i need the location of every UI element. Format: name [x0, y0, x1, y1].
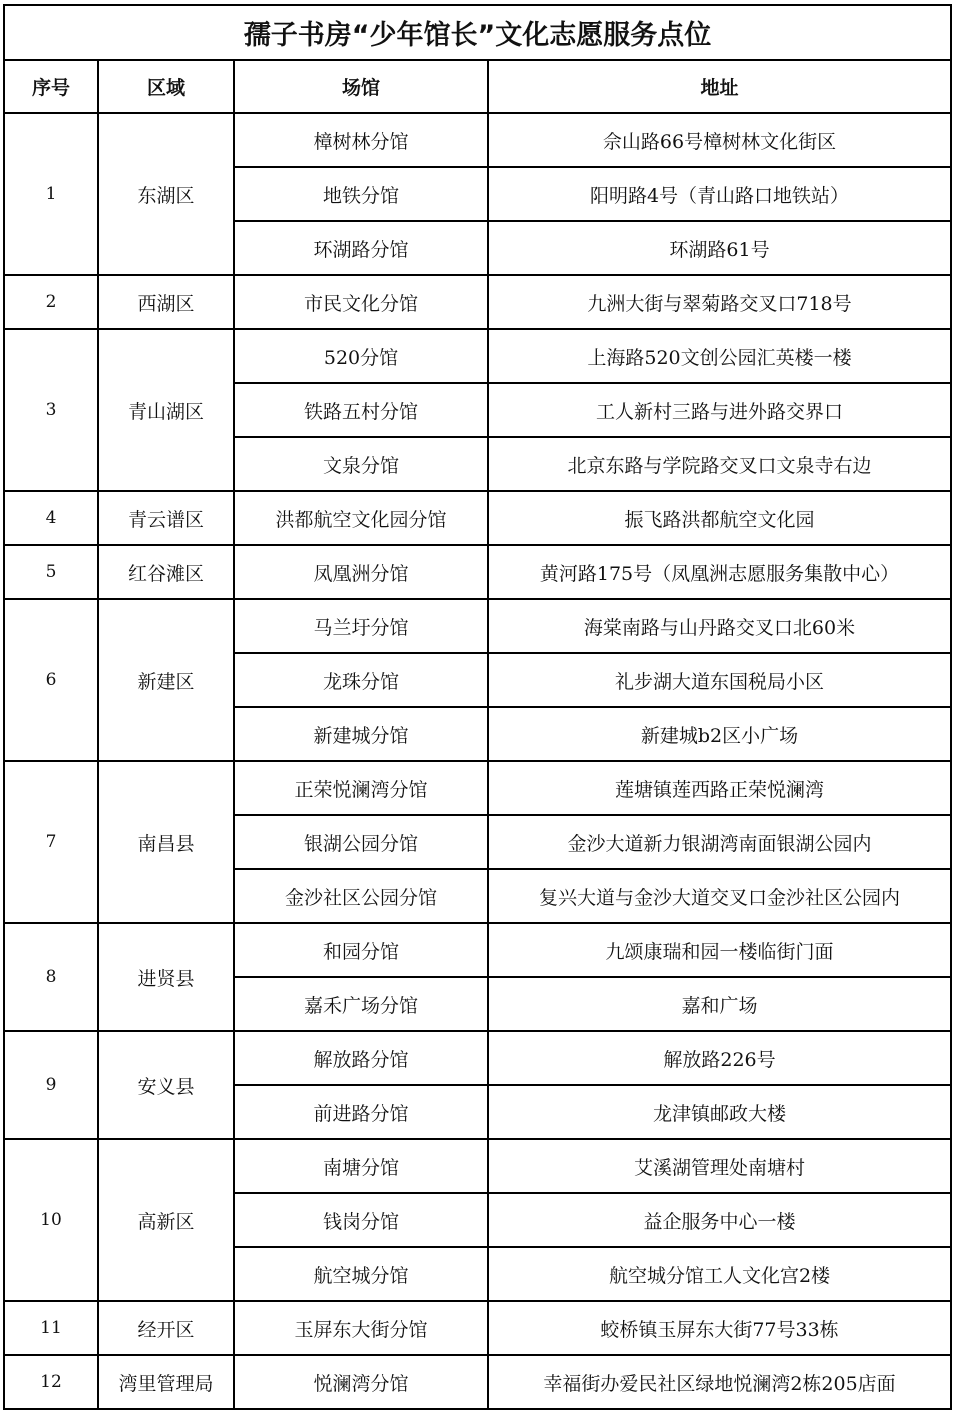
table-row: [4, 329, 951, 383]
cell-venue: 新建城分馆: [234, 707, 488, 761]
cell-area: 青山湖区: [98, 329, 234, 491]
cell-venue: 520分馆: [234, 329, 488, 383]
cell-venue: 凤凰洲分馆: [234, 545, 488, 599]
cell-address: 金沙大道新力银湖湾南面银湖公园内: [488, 815, 951, 869]
cell-area: 东湖区: [98, 113, 234, 275]
cell-address: 礼步湖大道东国税局小区: [488, 653, 951, 707]
cell-area: 经开区: [98, 1301, 234, 1355]
cell-address: 北京东路与学院路交叉口文泉寺右边: [488, 437, 951, 491]
cell-serial-number: 12: [4, 1355, 98, 1409]
cell-venue: 玉屏东大街分馆: [234, 1301, 488, 1355]
cell-area: 新建区: [98, 599, 234, 761]
cell-area: 西湖区: [98, 275, 234, 329]
cell-venue: 马兰圩分馆: [234, 599, 488, 653]
cell-venue: 南塘分馆: [234, 1139, 488, 1193]
cell-address: 九颂康瑞和园一楼临街门面: [488, 923, 951, 977]
cell-venue: 正荣悦澜湾分馆: [234, 761, 488, 815]
cell-address: 莲塘镇莲西路正荣悦澜湾: [488, 761, 951, 815]
cell-venue: 悦澜湾分馆: [234, 1355, 488, 1409]
cell-area: 湾里管理局: [98, 1355, 234, 1409]
table-row: [4, 1301, 951, 1355]
table-row: [4, 113, 951, 167]
cell-area: 进贤县: [98, 923, 234, 1031]
cell-serial-number: 9: [4, 1031, 98, 1139]
table-row: [4, 1031, 951, 1085]
cell-serial-number: 8: [4, 923, 98, 1031]
cell-venue: 前进路分馆: [234, 1085, 488, 1139]
cell-venue: 龙珠分馆: [234, 653, 488, 707]
cell-venue: 金沙社区公园分馆: [234, 869, 488, 923]
table-row: [4, 491, 951, 545]
cell-address: 振飞路洪都航空文化园: [488, 491, 951, 545]
cell-venue: 铁路五村分馆: [234, 383, 488, 437]
table-row: [4, 923, 951, 977]
cell-venue: 和园分馆: [234, 923, 488, 977]
cell-address: 解放路226号: [488, 1031, 951, 1085]
cell-venue: 环湖路分馆: [234, 221, 488, 275]
cell-venue: 解放路分馆: [234, 1031, 488, 1085]
cell-venue: 洪都航空文化园分馆: [234, 491, 488, 545]
cell-serial-number: 10: [4, 1139, 98, 1301]
column-header-no: 序号: [4, 60, 98, 113]
page-title: 孺子书房“少年馆长”文化志愿服务点位: [4, 5, 951, 60]
column-header-venue: 场馆: [234, 60, 488, 113]
cell-address: 益企服务中心一楼: [488, 1193, 951, 1247]
cell-address: 佘山路66号樟树林文化街区: [488, 113, 951, 167]
cell-serial-number: 3: [4, 329, 98, 491]
volunteer-locations-table: [3, 4, 952, 1410]
cell-venue: 航空城分馆: [234, 1247, 488, 1301]
cell-address: 复兴大道与金沙大道交叉口金沙社区公园内: [488, 869, 951, 923]
cell-address: 嘉和广场: [488, 977, 951, 1031]
cell-address: 龙津镇邮政大楼: [488, 1085, 951, 1139]
cell-area: 青云谱区: [98, 491, 234, 545]
cell-serial-number: 2: [4, 275, 98, 329]
cell-venue: 嘉禾广场分馆: [234, 977, 488, 1031]
column-header-address: 地址: [488, 60, 951, 113]
cell-venue: 钱岗分馆: [234, 1193, 488, 1247]
cell-venue: 文泉分馆: [234, 437, 488, 491]
cell-address: 上海路520文创公园汇英楼一楼: [488, 329, 951, 383]
table-row: [4, 761, 951, 815]
table-row: [4, 275, 951, 329]
cell-address: 黄河路175号（凤凰洲志愿服务集散中心）: [488, 545, 951, 599]
cell-area: 南昌县: [98, 761, 234, 923]
cell-serial-number: 7: [4, 761, 98, 923]
cell-address: 工人新村三路与进外路交界口: [488, 383, 951, 437]
cell-address: 航空城分馆工人文化宫2楼: [488, 1247, 951, 1301]
cell-address: 环湖路61号: [488, 221, 951, 275]
cell-venue: 樟树林分馆: [234, 113, 488, 167]
table-row: [4, 545, 951, 599]
cell-venue: 地铁分馆: [234, 167, 488, 221]
cell-address: 新建城b2区小广场: [488, 707, 951, 761]
cell-serial-number: 1: [4, 113, 98, 275]
table-row: [4, 1139, 951, 1193]
cell-address: 蛟桥镇玉屏东大街77号33栋: [488, 1301, 951, 1355]
header-row: [4, 60, 951, 113]
cell-venue: 银湖公园分馆: [234, 815, 488, 869]
cell-address: 幸福街办爱民社区绿地悦澜湾2栋205店面: [488, 1355, 951, 1409]
table-row: [4, 599, 951, 653]
cell-area: 安义县: [98, 1031, 234, 1139]
column-header-area: 区域: [98, 60, 234, 113]
cell-venue: 市民文化分馆: [234, 275, 488, 329]
cell-address: 九洲大街与翠菊路交叉口718号: [488, 275, 951, 329]
cell-serial-number: 4: [4, 491, 98, 545]
cell-serial-number: 5: [4, 545, 98, 599]
cell-address: 艾溪湖管理处南塘村: [488, 1139, 951, 1193]
table-row: [4, 1355, 951, 1409]
cell-area: 高新区: [98, 1139, 234, 1301]
cell-address: 阳明路4号（青山路口地铁站）: [488, 167, 951, 221]
cell-serial-number: 6: [4, 599, 98, 761]
cell-serial-number: 11: [4, 1301, 98, 1355]
cell-area: 红谷滩区: [98, 545, 234, 599]
title-row: [4, 5, 951, 60]
cell-address: 海棠南路与山丹路交叉口北60米: [488, 599, 951, 653]
